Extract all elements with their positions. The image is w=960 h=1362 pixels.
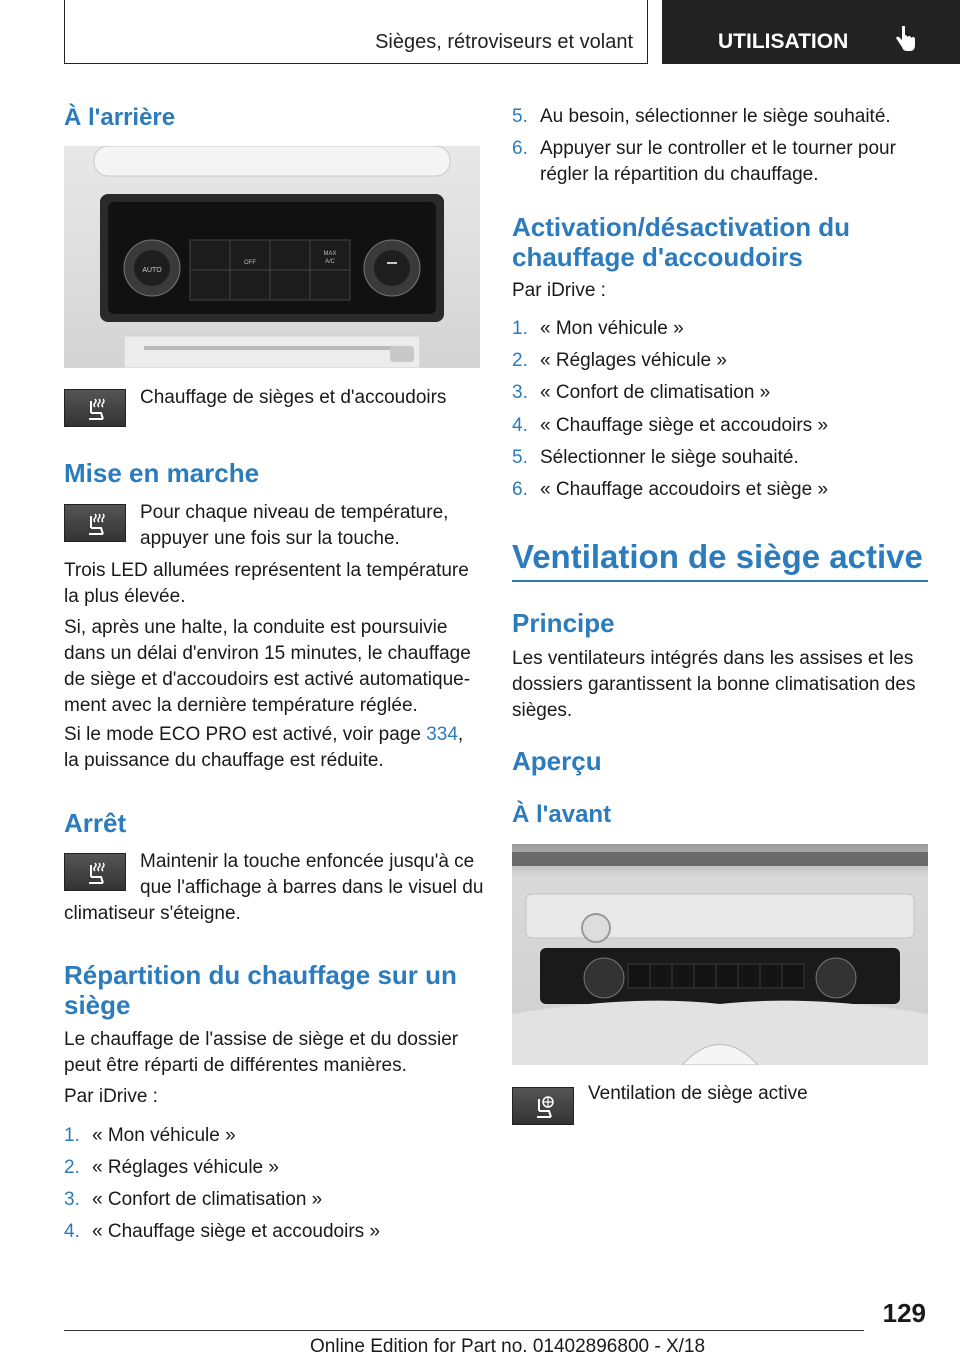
list-text: « Mon véhicule »	[92, 1125, 236, 1146]
heading-mise-en-marche: Mise en marche	[64, 458, 260, 488]
seat-heating-icon-box	[64, 853, 126, 891]
list-text: Au besoin, sélectionner le siège souhaité.	[540, 106, 891, 127]
list-text: « Chauffage accoudoirs et siège »	[540, 479, 829, 500]
list-number: 4.	[64, 1221, 80, 1242]
list-number: 1.	[64, 1125, 80, 1146]
list-number: 2.	[64, 1157, 80, 1178]
list-number: 3.	[512, 382, 528, 403]
footer-divider	[64, 1330, 864, 1331]
seat-ventilation-icon-box	[512, 1087, 574, 1125]
list-text: « Chauffage siège et accoudoirs »	[92, 1221, 381, 1242]
heading-avant: À l'avant	[512, 801, 612, 828]
page-number: 129	[882, 1298, 926, 1328]
paragraph-repartition: Le chauffage de l'assise de siège et du dossier peut être réparti de différentes manières.	[64, 1029, 459, 1076]
heading-repartition: Répartition du chauffage sur un siège	[64, 960, 457, 1020]
paragraph-led: Trois LED allumées représentent la température la plus élevée.	[64, 560, 469, 607]
chapter-tab-label: UTILISATION	[718, 30, 849, 53]
mise-text-line2: appuyer une fois sur la touche.	[140, 528, 400, 549]
rear-climate-panel-photo	[64, 146, 480, 368]
heading-apercu: Aperçu	[512, 746, 602, 776]
page-ref-link[interactable]: 334	[426, 724, 458, 745]
ac-label: A/C	[324, 259, 336, 265]
paragraph-eco	[64, 722, 480, 774]
seat-heating-icon	[82, 510, 110, 538]
seat-heating-icon	[82, 859, 110, 887]
off-label: OFF	[244, 260, 256, 266]
list-number: 5.	[512, 447, 528, 468]
list-text: « Réglages véhicule »	[540, 350, 727, 371]
arret-text-line3: climatiseur s'éteigne.	[64, 903, 241, 924]
running-header-section: Sièges, rétroviseurs et volant	[64, 0, 648, 64]
list-number: 3.	[64, 1189, 80, 1210]
list-number: 4.	[512, 415, 528, 436]
mise-text-line1: Pour chaque niveau de température,	[140, 502, 449, 523]
list-number: 1.	[512, 318, 528, 339]
auto-label: AUTO	[142, 267, 162, 274]
list-text: « Réglages véhicule »	[92, 1157, 279, 1178]
list-number: 6.	[512, 479, 528, 500]
idrive-label-left: Par iDrive :	[64, 1086, 158, 1107]
seat-heating-icon-box	[64, 504, 126, 542]
list-text: Appuyer sur le controller et le tourner pour régler la répartition du chauffage.	[540, 138, 896, 185]
heading-underline	[512, 580, 928, 582]
seat-ventilation-icon	[530, 1093, 558, 1121]
heading-rear: À l'arrière	[64, 104, 176, 131]
arret-text-line2: que l'affichage à barres dans le visuel du	[140, 877, 484, 898]
heading-principe: Principe	[512, 608, 615, 638]
icon-caption-heating: Chauffage de sièges et d'accoudoirs	[140, 387, 447, 408]
paragraph-halte: Si, après une halte, la conduite est poursuivie dans un délai d'environ 15 minutes, le chauffage de siège et d'accoudoirs est activé automatique-ment avec la dernière température réglée.	[64, 617, 471, 716]
heading-ventilation: Ventilation de siège active	[512, 538, 923, 575]
heading-activation-accoudoirs: Activation/désactivation du chauffage d'accoudoirs	[512, 212, 851, 272]
list-text: « Confort de climatisation »	[92, 1189, 323, 1210]
max-label: MAX	[323, 251, 337, 257]
eco-text-before: Si le mode ECO PRO est activé, voir page	[64, 724, 427, 745]
pointing-hand-icon	[894, 26, 916, 52]
list-text: « Confort de climatisation »	[540, 382, 771, 403]
seat-heating-icon	[82, 395, 110, 423]
list-text: Sélectionner le siège souhaité.	[540, 447, 799, 468]
chapter-tab	[662, 0, 960, 64]
eco-text-after: , la puissance du chauffage est réduite.	[64, 724, 464, 771]
arret-text-line1: Maintenir la touche enfoncée jusqu'à ce	[140, 851, 475, 872]
icon-caption-ventilation: Ventilation de siège active	[588, 1083, 808, 1104]
list-number: 5.	[512, 106, 528, 127]
list-number: 6.	[512, 138, 528, 159]
front-climate-panel-photo	[512, 844, 928, 1065]
seat-heating-icon-box	[64, 389, 126, 427]
idrive-label-right: Par iDrive :	[512, 280, 606, 301]
footer-edition: Online Edition for Part no. 01402896800 - X/18	[310, 1336, 706, 1357]
list-text: « Chauffage siège et accoudoirs »	[540, 415, 829, 436]
paragraph-principe: Les ventilateurs intégrés dans les assises et les dossiers garantissent la bonne climatisation des sièges.	[512, 648, 916, 721]
list-text: « Mon véhicule »	[540, 318, 684, 339]
list-number: 2.	[512, 350, 528, 371]
heading-arret: Arrêt	[64, 808, 127, 838]
